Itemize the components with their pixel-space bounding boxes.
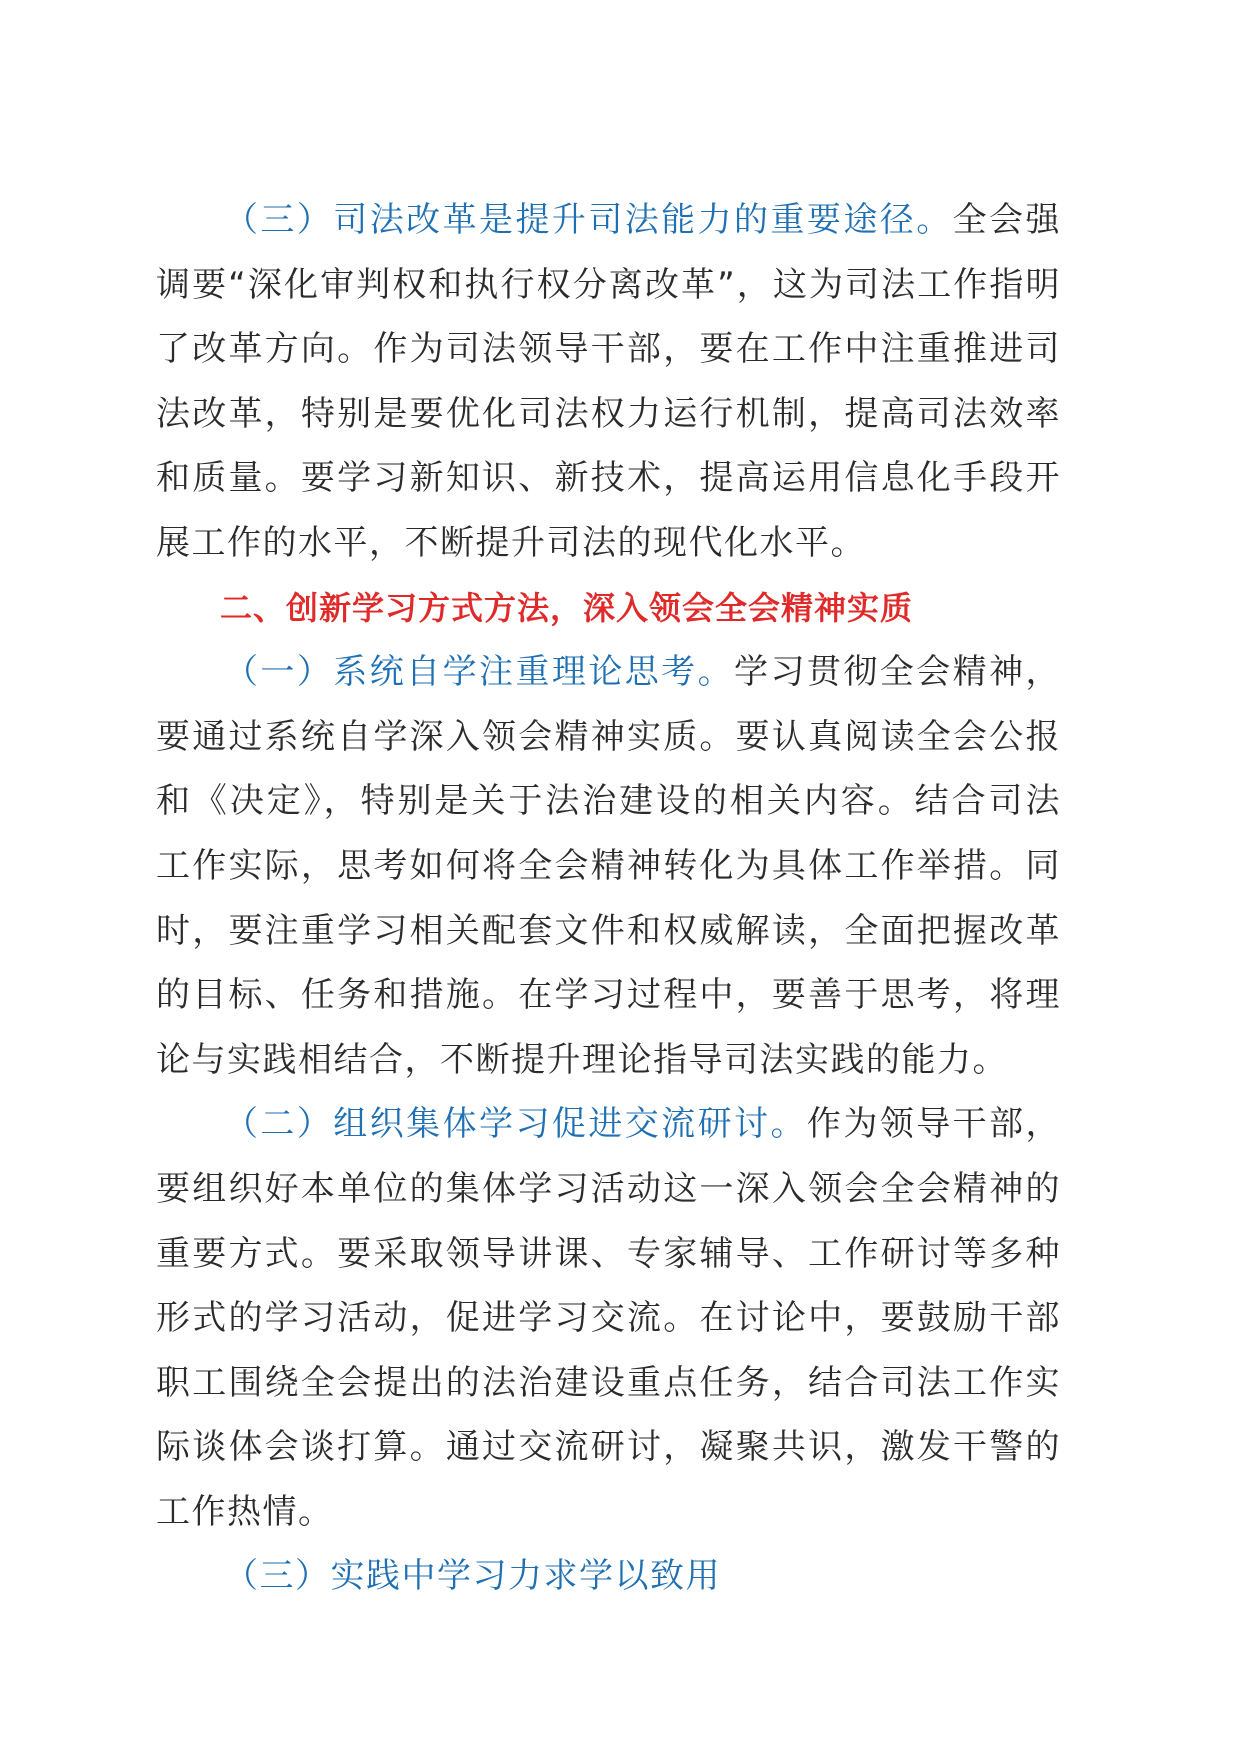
subheading-practice-study: （三）实践中学习力求学以致用 xyxy=(224,1556,721,1597)
paragraph-practice-study xyxy=(156,1544,1061,1609)
subheading-self-study: （一）系统自学注重理论思考。 xyxy=(224,652,735,693)
document-body xyxy=(156,188,1061,1609)
paragraph-group-study xyxy=(156,1092,1061,1544)
paragraph-judicial-reform xyxy=(156,188,1061,576)
subheading-judicial-reform: （三）司法改革是提升司法能力的重要途径。 xyxy=(224,200,953,240)
paragraph-text: 全会强调要“深化审判权和执行权分离改革”，这为司法工作指明了改革方向。作为司法领导干部，要在工作中注重推进司法改革，特别是要优化司法权力运行机制，提高司法效率和质量。要学习新知识、新技术，提高运用信息化手段开展工作的水平，不断提升司法的现代化水平。 xyxy=(156,200,1062,563)
paragraph-self-study xyxy=(156,640,1061,1092)
paragraph-text: 学习贯彻全会精神，要通过系统自学深入领会精神实质。要认真阅读全会公报和《决定》，特别是关于法治建设的相关内容。结合司法工作实际，思考如何将全会精神转化为具体工作举措。同时，要注重学习相关配套文件和权威解读，全面把握改革的目标、任务和措施。在学习过程中，要善于思考，将理论与实践相结合，不断提升理论指导司法实践的能力。 xyxy=(156,652,1062,1080)
subheading-group-study: （二）组织集体学习促进交流研讨。 xyxy=(224,1104,807,1145)
section-heading-2: 二、创新学习方式方法，深入领会全会精神实质 xyxy=(220,588,914,627)
paragraph-text: 作为领导干部，要组织好本单位的集体学习活动这一深入领会全会精神的重要方式。要采取领导讲课、专家辅导、工作研讨等多种形式的学习活动，促进学习交流。在讨论中，要鼓励干部职工围绕全会提出的法治建设重点任务，结合司法工作实际谈体会谈打算。通过交流研讨，凝聚共识，激发干警的工作热情。 xyxy=(156,1104,1062,1532)
